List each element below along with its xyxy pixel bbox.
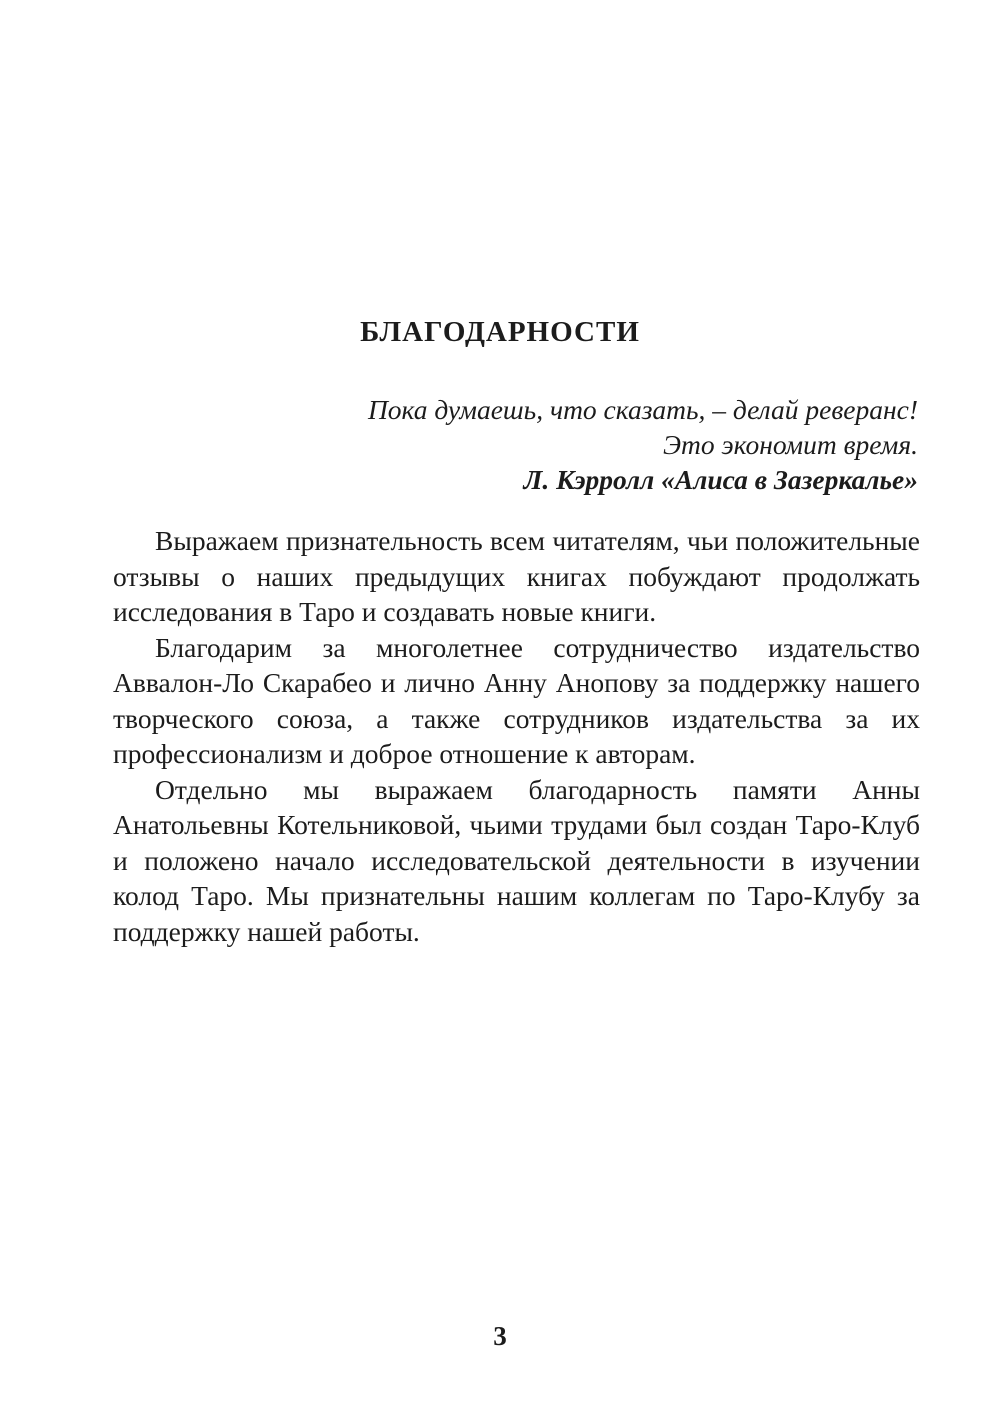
acknowledgements-body <box>113 523 920 949</box>
epigraph-line-2: Это экономит время. <box>663 429 918 460</box>
epigraph-line-1: Пока думаешь, что сказать, – делай реверанс! <box>367 394 918 425</box>
epigraph-attribution: Л. Кэрролл «Алиса в Зазеркалье» <box>523 464 918 495</box>
paragraph-2: Благодарим за многолетнее сотрудничество издательство Аввалон-Ло Скарабео и лично Анну Анопову за поддержку нашего творческого союза, а также сотрудников издательства за их профессионализм и доброе отношение к авторам. <box>113 631 920 769</box>
page-number: 3 <box>493 1321 507 1351</box>
epigraph <box>218 392 918 497</box>
page-title: БЛАГОДАРНОСТИ <box>360 316 640 348</box>
paragraph-1: Выражаем признательность всем читателям, чьи положительные отзывы о наших предыдущих книгах побуждают продолжать исследования в Таро и создавать новые книги. <box>113 525 920 627</box>
paragraph-3: Отдельно мы выражаем благодарность памяти Анны Анатольевны Котельниковой, чьими трудами был создан Таро-Клуб и положено начало исследовательской деятельности в изучении колод Таро. Мы признательны нашим коллегам по Таро-Клубу за поддержку нашей работы. <box>113 773 920 947</box>
